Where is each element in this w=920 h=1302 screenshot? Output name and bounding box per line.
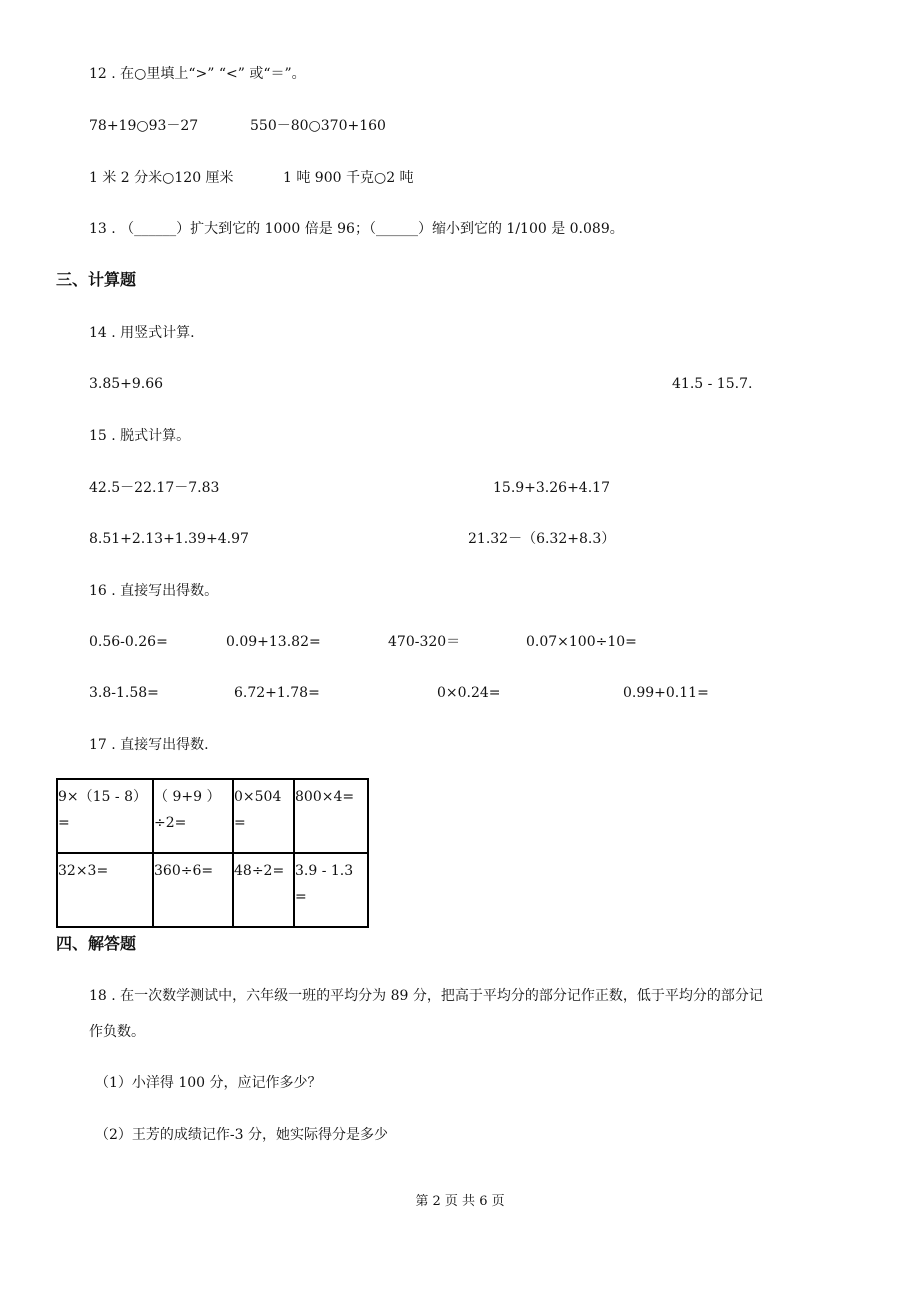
table-cell: 360÷6= — [153, 853, 233, 927]
table-cell: 32×3= — [57, 853, 153, 927]
table-cell: （ 9+9 ）÷2= — [153, 779, 233, 853]
q15-prompt: 15 . 脱式计算。 — [89, 428, 191, 444]
table-row — [57, 853, 368, 927]
q16-item-3: 470-320＝ — [388, 634, 461, 650]
q18-prompt-line-1: 18 . 在一次数学测试中，六年级一班的平均分为 89 分，把高于平均分的部分记作正数，低于平均分的部分记 — [89, 988, 763, 1004]
q15-item-3: 8.51+2.13+1.39+4.97 — [89, 531, 249, 547]
q16-item-6: 6.72+1.78= — [234, 685, 320, 701]
q17-prompt: 17 . 直接写出得数. — [89, 737, 209, 753]
table-cell: 0×504= — [233, 779, 294, 853]
q15-item-2: 15.9+3.26+4.17 — [493, 480, 610, 496]
q16-item-4: 0.07×100÷10= — [526, 634, 637, 650]
q15-item-4: 21.32－（6.32+8.3） — [468, 531, 616, 547]
q14-item-2: 41.5 - 15.7. — [672, 376, 753, 392]
q13-prompt: 13 . （______）扩大到它的 1000 倍是 96；（______）缩小到它的 1/100 是 0.089。 — [89, 221, 624, 237]
q16-item-2: 0.09+13.82= — [226, 634, 321, 650]
q12-item-1: 78+19○93－27 — [89, 118, 199, 134]
q15-item-1: 42.5－22.17－7.83 — [89, 480, 220, 496]
q16-prompt: 16 . 直接写出得数。 — [89, 583, 219, 599]
q16-item-8: 0.99+0.11= — [623, 685, 709, 701]
table-cell: 800×4= — [294, 779, 368, 853]
table-cell: 9×（15 - 8）= — [57, 779, 153, 853]
table-cell: 48÷2= — [233, 853, 294, 927]
q12-prompt: 12 . 在○里填上“>” “<” 或“＝”。 — [89, 66, 306, 82]
q18-sub-question-1: （1）小洋得 100 分，应记作多少？ — [95, 1075, 322, 1091]
table-cell: 3.9 - 1.3 = — [294, 853, 368, 927]
q12-item-4: 1 吨 900 千克○2 吨 — [283, 170, 414, 186]
q17-table — [56, 778, 369, 928]
q14-item-1: 3.85+9.66 — [89, 376, 164, 392]
q12-item-3: 1 米 2 分米○120 厘米 — [89, 170, 234, 186]
q16-item-7: 0×0.24= — [437, 685, 501, 701]
q16-item-1: 0.56-0.26= — [89, 634, 168, 650]
q18-prompt-line-2: 作负数。 — [89, 1024, 145, 1040]
section-3-heading: 三、计算题 — [56, 270, 137, 289]
q12-item-2: 550－80○370+160 — [250, 118, 386, 134]
q18-sub-question-2: （2）王芳的成绩记作-3 分，她实际得分是多少 — [95, 1127, 388, 1143]
q14-prompt: 14 . 用竖式计算. — [89, 325, 195, 341]
table-row — [57, 779, 368, 853]
page-footer: 第 2 页 共 6 页 — [415, 1194, 505, 1209]
section-4-heading: 四、解答题 — [56, 934, 137, 953]
q16-item-5: 3.8-1.58= — [89, 685, 159, 701]
